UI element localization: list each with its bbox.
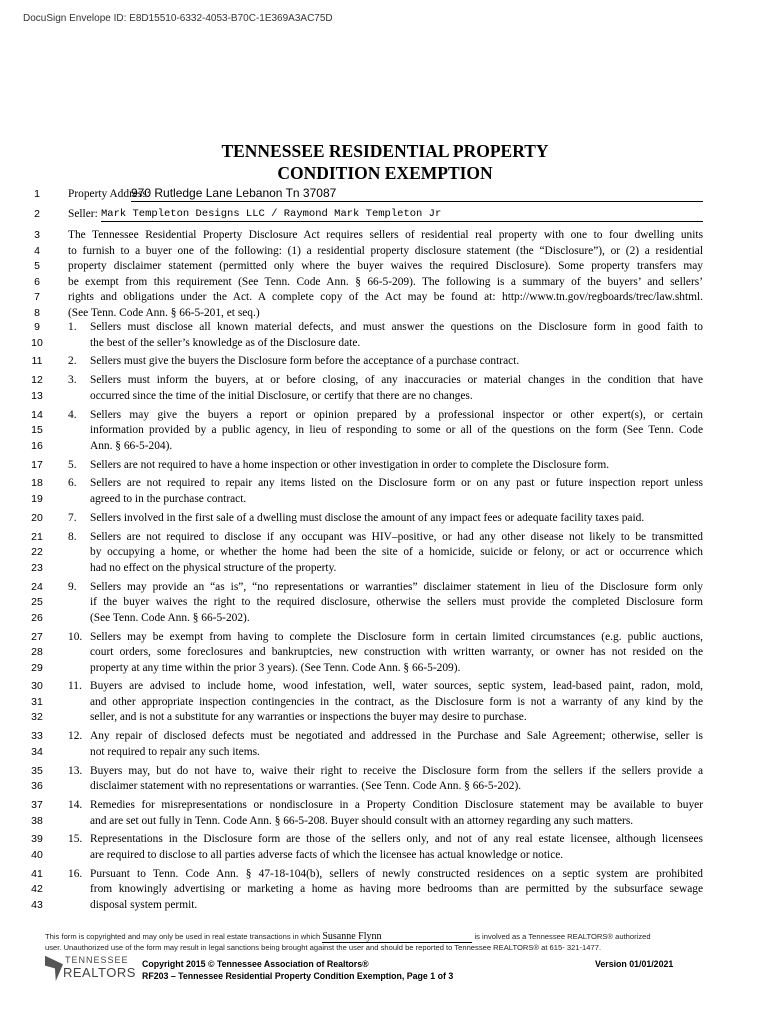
item-text: Remedies for misrepresentations or nondisclosure in a Property Condition Disclosure statement may be available to buyer	[90, 799, 703, 812]
line-number: 7	[34, 291, 40, 303]
item-text: court orders, some foreclosures and bankruptcies, new construction with written warranty, or owner has not resided on the	[90, 646, 703, 659]
item-line	[23, 679, 703, 695]
item-text: had no effect on the physical structure of the property.	[90, 561, 337, 574]
item-line	[23, 373, 703, 389]
summary-item	[23, 408, 703, 455]
intro-text: to furnish to a buyer one of the following: (1) a residential property disclosure statement (the “Disclosure”), or (2) a residential	[68, 244, 703, 257]
item-number: 7.	[68, 511, 77, 524]
item-text: Representations in the Disclosure form are those of the sellers only, and not of any real estate licensee, although licensees	[90, 833, 703, 846]
item-text: Sellers are not required to repair any items listed on the Disclosure form or on any past or future inspection report unless	[90, 477, 703, 490]
line-number: 40	[31, 848, 43, 861]
document-title	[0, 140, 770, 184]
item-line	[23, 354, 703, 370]
item-text: Sellers must give the buyers the Disclosure form before the acceptance of a purchase contract.	[90, 355, 520, 368]
summary-item	[23, 679, 703, 726]
line-number: 16	[31, 439, 43, 452]
item-text: Buyers may, but do not have to, waive their right to receive the Disclosure form from the sellers if the sellers provide a	[90, 764, 703, 777]
line-number: 24	[31, 580, 43, 593]
item-line	[23, 630, 703, 646]
line-number: 22	[31, 546, 43, 559]
item-text: Sellers are not required to disclose if any occupant was HIV–positive, or had any other disease not likely to be transmitted	[90, 530, 703, 543]
summary-item	[23, 320, 703, 351]
line-number: 8	[34, 306, 40, 319]
item-number: 5.	[68, 458, 77, 471]
line-number: 5	[34, 260, 40, 272]
seller-label: Seller:	[68, 208, 98, 220]
form-version: Version 01/01/2021	[595, 959, 674, 969]
item-line	[23, 389, 703, 405]
item-line	[23, 710, 703, 726]
item-line	[23, 580, 703, 596]
title-line-2: CONDITION EXEMPTION	[277, 163, 493, 183]
item-text: and other appropriate inspection contingencies in the contract, as the Disclosure form is not a warranty of any kind by the	[90, 695, 703, 708]
intro-text: (See Tenn. Code Ann. § 66-5-201, et seq.)	[68, 306, 260, 319]
intro-line	[23, 275, 703, 291]
intro-paragraph	[23, 228, 703, 321]
item-line	[23, 745, 703, 761]
form-id-line: RF203 – Tennessee Residential Property Condition Exemption, Page 1 of 3	[142, 971, 454, 981]
item-line	[23, 476, 703, 492]
item-line	[23, 458, 703, 474]
seller-field	[23, 206, 703, 222]
summary-item	[23, 580, 703, 627]
line-number: 2	[34, 207, 40, 220]
line-number: 15	[31, 424, 43, 437]
line-number: 4	[34, 244, 40, 257]
notice-text-start: This form is copyrighted and may only be used in real estate transactions in which	[45, 932, 321, 941]
item-text: Ann. § 66-5-204).	[90, 439, 173, 452]
property-address-label: Property Address:	[68, 188, 150, 200]
line-number: 20	[31, 511, 43, 524]
tennessee-realtors-logo	[45, 953, 135, 983]
item-text: the best of the seller’s knowledge as of the Disclosure date.	[90, 336, 361, 349]
notice-text-end: is involved as a Tennessee REALTORS® authorized	[474, 932, 651, 941]
line-number: 32	[31, 711, 43, 724]
intro-text: The Tennessee Residential Property Disclosure Act requires sellers of residential real property with one to four dwelling units	[68, 229, 703, 241]
line-number: 25	[31, 596, 43, 609]
summary-item	[23, 511, 703, 527]
line-number: 35	[31, 764, 43, 777]
item-text: Sellers may provide an “as is”, “no representations or warranties” disclaimer statement in lieu of the Disclosure form only	[90, 580, 703, 593]
item-line	[23, 814, 703, 830]
line-number: 26	[31, 611, 43, 624]
item-text: from knowingly advertising or marketing a home as having more bedrooms than are permitted by the subsurface sewage	[90, 883, 703, 896]
line-number: 6	[34, 275, 40, 288]
item-number: 9.	[68, 580, 77, 593]
item-line	[23, 832, 703, 848]
property-address-input[interactable]	[131, 185, 703, 202]
intro-line	[23, 259, 703, 275]
item-text: Sellers are not required to have a home inspection or other investigation in order to complete the Disclosure form.	[90, 458, 610, 471]
item-line	[23, 867, 703, 883]
item-text: (See Tenn. Code Ann. § 66-5-202).	[90, 611, 250, 624]
line-number: 19	[31, 492, 43, 505]
item-line	[23, 848, 703, 864]
item-text: Pursuant to Tenn. Code Ann. § 47-18-104(b), sellers of newly constructed residences on a septic system are prohibited	[90, 867, 703, 880]
summary-item	[23, 354, 703, 370]
line-number: 11	[31, 355, 43, 368]
item-text: Sellers may give the buyers a report or opinion prepared by a professional inspector or other expert(s), or certain	[90, 408, 703, 421]
line-number: 42	[31, 883, 43, 896]
item-line	[23, 439, 703, 455]
line-number: 34	[31, 745, 43, 758]
item-text: if the buyer waives the right to the required disclosure, otherwise the sellers must provide the completed Disclosure form	[90, 596, 703, 609]
item-number: 1.	[68, 321, 77, 333]
intro-text: property disclaimer statement (permitted only where the buyer waives the required Disclosure). Some property transfers may	[68, 260, 703, 272]
line-number: 30	[31, 680, 43, 693]
summary-item	[23, 630, 703, 677]
item-text: disclaimer statement with no representations or warranties. (See Tenn. Code Ann. § 66-5-202).	[90, 780, 522, 793]
item-text: information provided by a public agency, in lieu of responding to some or all of the questions on the form (See Tenn. Code	[90, 424, 703, 437]
summary-item	[23, 764, 703, 795]
line-number: 23	[31, 561, 43, 574]
seller-value: Mark Templeton Designs LLC / Raymond Mark Templeton Jr	[101, 208, 442, 220]
item-line	[23, 764, 703, 780]
docusign-envelope-id: DocuSign Envelope ID: E8D15510-6332-4053-B70C-1E369A3AC75D	[23, 13, 333, 24]
item-text: property at any time within the prior 3 years). (See Tenn. Code Ann. § 66-5-209).	[90, 661, 461, 674]
item-number: 2.	[68, 355, 77, 368]
line-number: 41	[31, 867, 43, 880]
summary-item	[23, 798, 703, 829]
item-text: are required to disclose to all parties adverse facts of which the licensee has actual knowledge or notice.	[90, 848, 564, 861]
licensee-name: Susanne Flynn	[322, 931, 472, 943]
item-line	[23, 511, 703, 527]
line-number: 3	[34, 229, 40, 241]
intro-line	[23, 290, 703, 306]
line-number: 14	[31, 408, 43, 421]
title-line-1: TENNESSEE RESIDENTIAL PROPERTY	[221, 141, 549, 161]
item-line	[23, 408, 703, 424]
item-line	[23, 798, 703, 814]
item-line	[23, 492, 703, 508]
summary-item	[23, 476, 703, 507]
item-number: 16.	[68, 867, 83, 880]
intro-line	[23, 306, 703, 322]
item-number: 11.	[68, 680, 82, 693]
item-text: disposal system permit.	[90, 898, 198, 911]
item-text: agreed to in the purchase contract.	[90, 492, 247, 505]
item-text: by occupying a home, or whether the home had been the site of a homicide, suicide or felony, or act or occurrence which	[90, 546, 703, 559]
line-number: 10	[31, 336, 43, 349]
item-line	[23, 779, 703, 795]
copyright-notice	[45, 931, 705, 953]
line-number: 43	[31, 898, 43, 911]
line-number: 1	[34, 187, 40, 200]
line-number: 18	[31, 477, 43, 490]
item-number: 3.	[68, 374, 77, 387]
notice-text-line-2: user. Unauthorized use of the form may result in legal sanctions being brought against the user and should be reported to Tennessee REALTORS® at 615- 321-1477.	[45, 943, 602, 952]
item-line	[23, 729, 703, 745]
item-number: 10.	[68, 630, 83, 643]
item-line	[23, 695, 703, 711]
item-line	[23, 595, 703, 611]
summary-item	[23, 530, 703, 577]
intro-line	[23, 228, 703, 244]
item-line	[23, 661, 703, 677]
item-line	[23, 645, 703, 661]
item-number: 13.	[68, 764, 83, 777]
summary-items	[23, 320, 703, 917]
summary-item	[23, 867, 703, 914]
item-text: Sellers involved in the first sale of a dwelling must disclose the amount of any impact fees or adequate facility taxes paid.	[90, 511, 645, 524]
item-number: 6.	[68, 477, 77, 490]
item-line	[23, 423, 703, 439]
line-number: 12	[31, 374, 43, 387]
item-text: Sellers must inform the buyers, at or before closing, of any inaccuracies or material changes in the condition that have	[90, 374, 703, 387]
item-number: 4.	[68, 408, 77, 421]
logo-text-tennessee: TENNESSEE	[65, 955, 129, 965]
line-number: 31	[31, 695, 43, 708]
item-text: Buyers are advised to include home, wood infestation, well, water sources, septic system, lead-based paint, radon, mold,	[90, 680, 703, 693]
item-number: 14.	[68, 799, 83, 812]
line-number: 13	[31, 389, 43, 402]
item-text: Sellers may be exempt from having to complete the Disclosure form in certain limited circumstances (e.g. public auctions,	[90, 630, 703, 643]
seller-input[interactable]	[101, 205, 703, 222]
item-line	[23, 611, 703, 627]
line-number: 33	[31, 730, 43, 743]
intro-text: rights and obligations under the Act. A complete copy of the Act may be found at: http://www.tn.gov/regboards/trec/law.shtml.	[68, 291, 703, 303]
item-text: and are set out fully in Tenn. Code Ann. § 66-5-208. Buyer should consult with an attorney regarding any such matters.	[90, 814, 634, 827]
line-number: 29	[31, 661, 43, 674]
item-text: not required to repair any such items.	[90, 745, 260, 758]
line-number: 28	[31, 646, 43, 659]
summary-item	[23, 458, 703, 474]
line-number: 39	[31, 833, 43, 846]
line-number: 36	[31, 780, 43, 793]
item-text: Sellers must disclose all known material defects, and must answer the questions on the Disclosure form in good faith to	[90, 321, 703, 333]
item-line	[23, 545, 703, 561]
line-number: 37	[31, 799, 43, 812]
item-number: 8.	[68, 530, 77, 543]
item-number: 15.	[68, 833, 83, 846]
property-address-field	[23, 186, 703, 202]
line-number: 17	[31, 458, 43, 471]
summary-item	[23, 729, 703, 760]
item-text: seller, and is not a substitute for any warranties or inspections the buyer may desire to purchase.	[90, 711, 527, 724]
item-text: Any repair of disclosed defects must be negotiated and addressed in the Purchase and Sale Agreement; otherwise, seller is	[90, 730, 703, 743]
summary-item	[23, 832, 703, 863]
copyright-line: Copyright 2015 © Tennessee Association of Realtors®	[142, 959, 369, 969]
intro-line	[23, 244, 703, 260]
item-line	[23, 898, 703, 914]
summary-item	[23, 373, 703, 404]
logo-text-realtors: REALTORS	[63, 965, 136, 980]
item-line	[23, 530, 703, 546]
footer-copyright	[142, 958, 453, 982]
line-number: 9	[34, 321, 40, 333]
line-number: 27	[31, 630, 43, 643]
item-line	[23, 561, 703, 577]
line-number: 21	[31, 530, 43, 543]
realtors-logo-icon	[45, 953, 63, 981]
item-number: 12.	[68, 730, 83, 743]
item-text: occurred since the time of the initial Disclosure, or certify that there are no changes.	[90, 389, 473, 402]
item-line	[23, 336, 703, 352]
property-address-value: 970 Rutledge Lane Lebanon Tn 37087	[131, 186, 337, 200]
item-line	[23, 320, 703, 336]
item-line	[23, 882, 703, 898]
intro-text: be exempt from this requirement (See Tenn. Code Ann. § 66-5-209). The following is a summary of the buyers’ and sellers’	[68, 275, 703, 288]
line-number: 38	[31, 814, 43, 827]
